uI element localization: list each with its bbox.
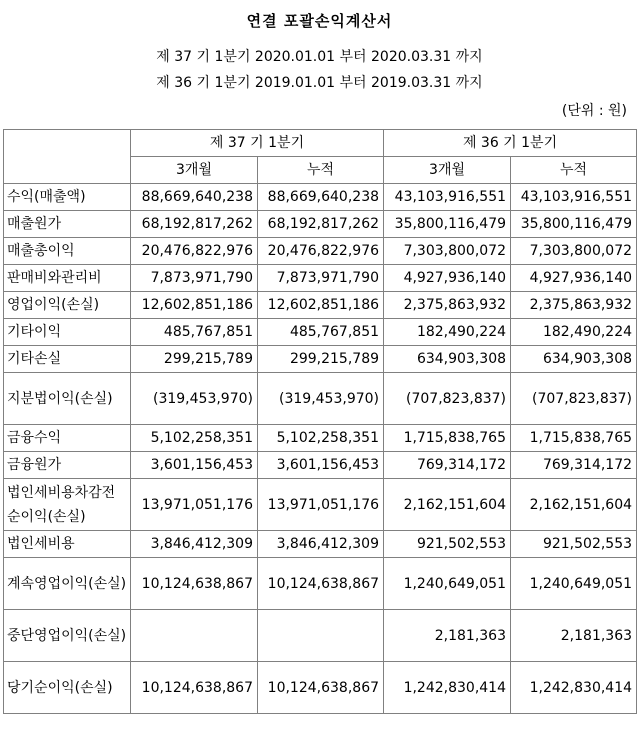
row-value: 485,767,851 — [131, 319, 258, 346]
row-value: 2,162,151,604 — [384, 479, 511, 531]
row-value: 12,602,851,186 — [131, 292, 258, 319]
row-value: 1,715,838,765 — [511, 425, 637, 452]
row-value: 1,240,649,051 — [511, 558, 637, 610]
row-value: 13,971,051,176 — [131, 479, 258, 531]
row-label: 영업이익(손실) — [4, 292, 131, 319]
row-label: 계속영업이익(손실) — [4, 558, 131, 610]
table-row — [4, 211, 637, 238]
table-row — [4, 319, 637, 346]
row-label: 중단영업이익(손실) — [4, 610, 131, 662]
table-body — [4, 184, 637, 714]
row-label: 기타이익 — [4, 319, 131, 346]
row-value: 4,927,936,140 — [511, 265, 637, 292]
row-value: 88,669,640,238 — [131, 184, 258, 211]
row-value: 43,103,916,551 — [511, 184, 637, 211]
table-row — [4, 610, 637, 662]
row-value: 35,800,116,479 — [511, 211, 637, 238]
row-value: 485,767,851 — [258, 319, 384, 346]
row-value: 10,124,638,867 — [131, 558, 258, 610]
row-value — [131, 610, 258, 662]
row-value: (319,453,970) — [131, 373, 258, 425]
row-value: 299,215,789 — [258, 346, 384, 373]
row-value: 2,375,863,932 — [384, 292, 511, 319]
income-statement-table — [3, 129, 637, 714]
row-value: 182,490,224 — [384, 319, 511, 346]
row-value: 1,242,830,414 — [384, 662, 511, 714]
row-value: 1,715,838,765 — [384, 425, 511, 452]
row-value: 35,800,116,479 — [384, 211, 511, 238]
row-label: 법인세비용차감전순이익(손실) — [4, 479, 131, 531]
row-value: 2,181,363 — [384, 610, 511, 662]
row-value: 634,903,308 — [511, 346, 637, 373]
group-header-row — [4, 130, 637, 157]
row-value: 2,181,363 — [511, 610, 637, 662]
row-label: 매출원가 — [4, 211, 131, 238]
row-value: 68,192,817,262 — [258, 211, 384, 238]
row-value: 1,240,649,051 — [384, 558, 511, 610]
table-row — [4, 452, 637, 479]
table-row — [4, 346, 637, 373]
row-value: 2,375,863,932 — [511, 292, 637, 319]
row-value: 10,124,638,867 — [258, 558, 384, 610]
period-prior: 제 36 기 1분기 2019.01.01 부터 2019.03.31 까지 — [156, 75, 483, 91]
row-value: 299,215,789 — [131, 346, 258, 373]
row-label: 금융원가 — [4, 452, 131, 479]
row-value: 182,490,224 — [511, 319, 637, 346]
row-label: 당기순이익(손실) — [4, 662, 131, 714]
table-row — [4, 184, 637, 211]
table-row — [4, 479, 637, 531]
row-value: 3,846,412,309 — [258, 531, 384, 558]
row-value: 10,124,638,867 — [131, 662, 258, 714]
row-value: 7,873,971,790 — [258, 265, 384, 292]
header-corner — [4, 130, 131, 184]
table-row — [4, 558, 637, 610]
row-value: 921,502,553 — [384, 531, 511, 558]
row-label: 금융수익 — [4, 425, 131, 452]
header-prior-3month: 3개월 — [384, 157, 511, 184]
header-prior-cumulative: 누적 — [511, 157, 637, 184]
row-value: 20,476,822,976 — [131, 238, 258, 265]
row-value: 634,903,308 — [384, 346, 511, 373]
row-value: 68,192,817,262 — [131, 211, 258, 238]
row-value: (707,823,837) — [384, 373, 511, 425]
row-value: 43,103,916,551 — [384, 184, 511, 211]
period-current: 제 37 기 1분기 2020.01.01 부터 2020.03.31 까지 — [156, 49, 483, 65]
row-value: (319,453,970) — [258, 373, 384, 425]
row-value: 769,314,172 — [384, 452, 511, 479]
row-value: (707,823,837) — [511, 373, 637, 425]
row-label: 기타손실 — [4, 346, 131, 373]
header-current-period: 제 37 기 1분기 — [131, 130, 384, 157]
row-value: 12,602,851,186 — [258, 292, 384, 319]
row-value: 20,476,822,976 — [258, 238, 384, 265]
row-value: 5,102,258,351 — [131, 425, 258, 452]
row-value: 88,669,640,238 — [258, 184, 384, 211]
row-label: 지분법이익(손실) — [4, 373, 131, 425]
header-current-3month: 3개월 — [131, 157, 258, 184]
table-row — [4, 373, 637, 425]
row-value: 7,303,800,072 — [384, 238, 511, 265]
row-value: 13,971,051,176 — [258, 479, 384, 531]
row-label: 판매비와관리비 — [4, 265, 131, 292]
row-value — [258, 610, 384, 662]
row-label: 수익(매출액) — [4, 184, 131, 211]
header-prior-period: 제 36 기 1분기 — [384, 130, 637, 157]
row-value: 3,601,156,453 — [131, 452, 258, 479]
row-label: 매출총이익 — [4, 238, 131, 265]
unit-label: (단위 : 원) — [561, 103, 627, 119]
row-value: 10,124,638,867 — [258, 662, 384, 714]
header-current-cumulative: 누적 — [258, 157, 384, 184]
row-value: 921,502,553 — [511, 531, 637, 558]
table-row — [4, 531, 637, 558]
statement-title: 연결 포괄손익계산서 — [246, 12, 393, 30]
table-row — [4, 238, 637, 265]
row-value: 5,102,258,351 — [258, 425, 384, 452]
row-value: 3,601,156,453 — [258, 452, 384, 479]
row-value: 769,314,172 — [511, 452, 637, 479]
row-value: 7,303,800,072 — [511, 238, 637, 265]
row-label: 법인세비용 — [4, 531, 131, 558]
row-value: 7,873,971,790 — [131, 265, 258, 292]
row-value: 1,242,830,414 — [511, 662, 637, 714]
table-row — [4, 662, 637, 714]
table-row — [4, 425, 637, 452]
table-row — [4, 265, 637, 292]
row-value: 3,846,412,309 — [131, 531, 258, 558]
row-value: 2,162,151,604 — [511, 479, 637, 531]
table-row — [4, 292, 637, 319]
row-value: 4,927,936,140 — [384, 265, 511, 292]
